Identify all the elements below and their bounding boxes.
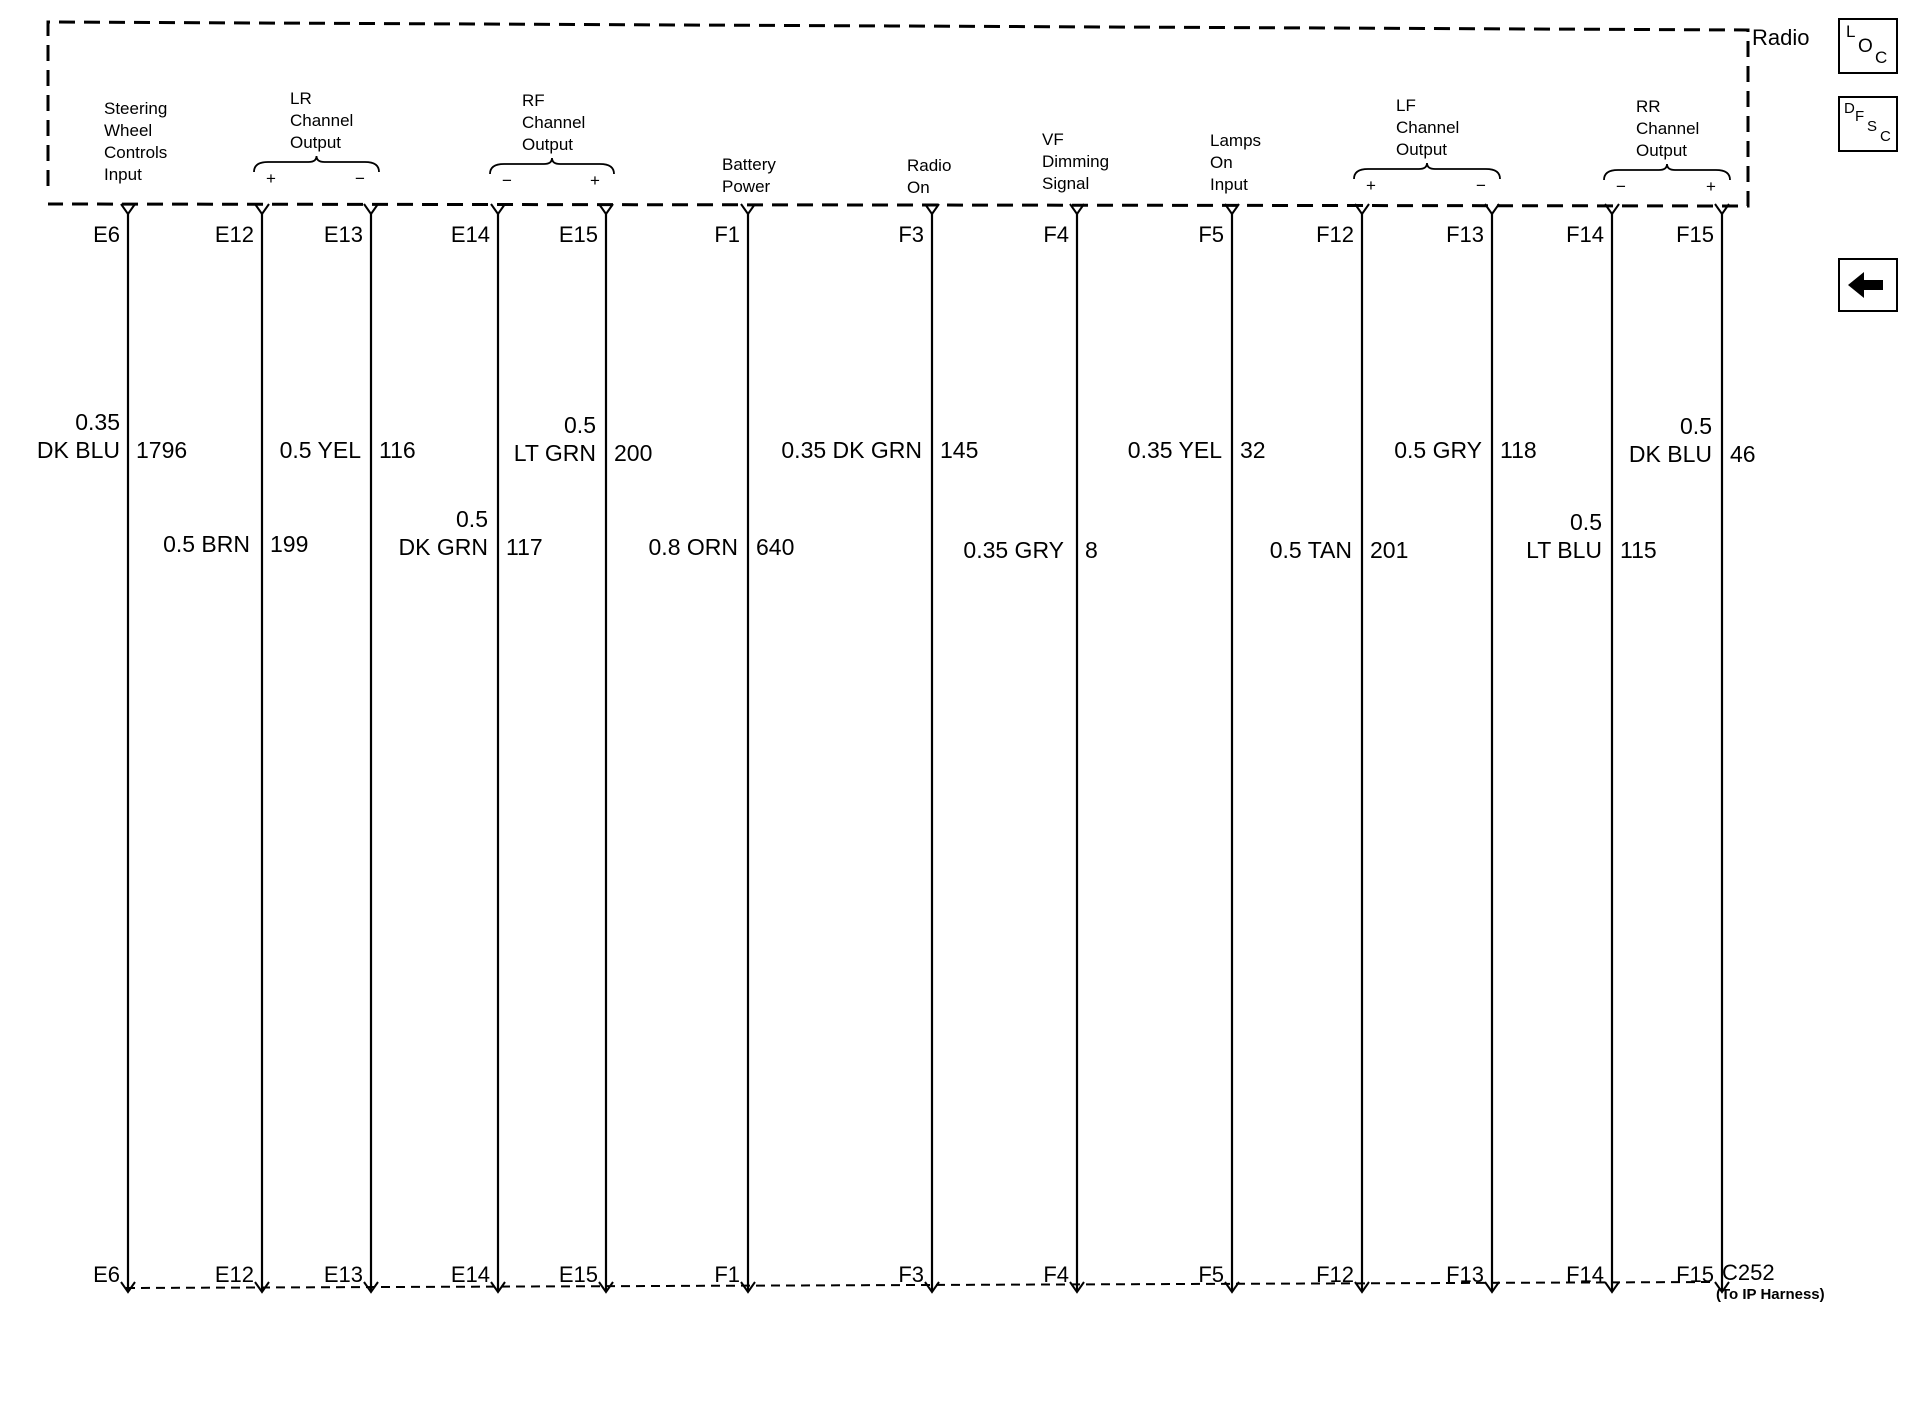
- function-label: Lamps: [1210, 131, 1262, 150]
- dfsc-d: D: [1844, 100, 1855, 117]
- wire-color-label: 0.5 GRY: [1394, 437, 1482, 463]
- wire-color-label: 0.35 GRY: [963, 537, 1064, 563]
- polarity-sign: −: [1476, 176, 1486, 195]
- pin-label-top: F4: [1043, 222, 1069, 247]
- pin-label-top: F3: [898, 222, 924, 247]
- pin-label-bottom: F3: [898, 1262, 924, 1287]
- pin-label-top: F13: [1446, 222, 1484, 247]
- circuit-number: 116: [379, 437, 416, 463]
- circuit-number: 199: [270, 531, 309, 557]
- pin-label-bottom: F4: [1043, 1262, 1069, 1287]
- function-label: Input: [104, 165, 142, 184]
- pin-label-bottom: E12: [214, 1262, 254, 1287]
- left-arrow-icon: [1840, 260, 1896, 310]
- connector-name: C252: [1722, 1260, 1775, 1285]
- wire-color-label: 0.35 YEL: [1127, 437, 1222, 463]
- pin-label-top: F14: [1566, 222, 1604, 247]
- function-label: LF: [1396, 96, 1416, 115]
- pin-label-top: F5: [1198, 222, 1224, 247]
- function-label: Signal: [1042, 174, 1090, 193]
- function-label: Output: [522, 135, 574, 154]
- function-label: Controls: [104, 143, 168, 162]
- function-label: VF: [1042, 130, 1064, 149]
- circuit-number: 201: [1370, 537, 1409, 563]
- pin-label-top: F15: [1676, 222, 1714, 247]
- pin-label-top: E6: [93, 222, 120, 247]
- polarity-sign: +: [266, 169, 276, 188]
- function-label: RR: [1636, 97, 1661, 116]
- function-label: LR: [290, 89, 312, 108]
- function-label: RF: [522, 91, 545, 110]
- terminal-top-E13: [364, 204, 378, 214]
- function-groups: [104, 89, 1730, 197]
- wire-color-label: 0.5: [1570, 509, 1602, 535]
- pin-label-bottom: F12: [1316, 1262, 1354, 1287]
- wire-color-label: 0.5: [1680, 413, 1712, 439]
- function-label: Radio: [907, 156, 952, 175]
- wire-color-label: DK BLU: [36, 437, 120, 463]
- polarity-sign: −: [502, 171, 512, 190]
- dfsc-s: S: [1867, 118, 1878, 135]
- wire-color-label: 0.5: [564, 412, 596, 438]
- terminal-top-F13: [1485, 204, 1499, 214]
- function-label: Power: [722, 177, 771, 196]
- function-label: Steering: [104, 99, 168, 118]
- polarity-sign: +: [1366, 176, 1376, 195]
- circuit-number: 32: [1240, 437, 1266, 463]
- pin-label-bottom: F1: [714, 1262, 740, 1287]
- pin-label-bottom: F13: [1446, 1262, 1484, 1287]
- function-label: Output: [290, 133, 342, 152]
- pin-label-bottom: E14: [450, 1262, 490, 1287]
- circuit-number: 117: [506, 534, 543, 560]
- function-label: Channel: [522, 113, 586, 132]
- polarity-sign: +: [1706, 177, 1716, 196]
- circuit-number: 118: [1500, 437, 1537, 463]
- pin-label-top: E14: [450, 222, 490, 247]
- function-label: Channel: [1636, 119, 1700, 138]
- loc-c: C: [1875, 48, 1888, 67]
- circuit-number: 8: [1085, 537, 1098, 563]
- circuit-number: 200: [614, 440, 653, 466]
- wire-color-label: LT BLU: [1526, 537, 1602, 563]
- polarity-sign: −: [355, 169, 365, 188]
- function-label: On: [907, 178, 930, 197]
- circuit-number: 46: [1730, 441, 1756, 467]
- wire-circuits: [37, 204, 1756, 1292]
- pin-label-bottom: E6: [93, 1262, 120, 1287]
- pin-label-top: F12: [1316, 222, 1354, 247]
- terminal-top-F15: [1715, 204, 1729, 214]
- diagnostic-system-check-button[interactable]: [1838, 96, 1898, 152]
- pin-label-top: E13: [323, 222, 363, 247]
- function-label: On: [1210, 153, 1233, 172]
- wire-color-label: 0.5 TAN: [1269, 537, 1352, 563]
- function-label: Channel: [1396, 118, 1460, 137]
- pin-label-top: E12: [214, 222, 254, 247]
- wire-color-label: 0.5: [456, 506, 488, 532]
- dfsc-c: C: [1880, 128, 1891, 145]
- pin-label-bottom: E13: [323, 1262, 363, 1287]
- connector-note: (To IP Harness): [1716, 1286, 1825, 1303]
- back-button[interactable]: [1838, 258, 1898, 312]
- wire-color-label: 0.5 BRN: [163, 531, 250, 557]
- pin-label-top: E15: [558, 222, 598, 247]
- wire-color-label: 0.35: [75, 409, 120, 435]
- function-label: Battery: [722, 155, 776, 174]
- dfsc-f: F: [1855, 108, 1865, 125]
- circuit-number: 640: [756, 534, 795, 560]
- function-label: Input: [1210, 175, 1248, 194]
- circuit-number: 115: [1620, 537, 1657, 563]
- wire-color-label: DK BLU: [1628, 441, 1712, 467]
- circuit-number: 1796: [136, 437, 188, 463]
- pin-label-bottom: F5: [1198, 1262, 1224, 1287]
- function-label: Output: [1396, 140, 1448, 159]
- function-label: Channel: [290, 111, 354, 130]
- wire-color-label: 0.8 ORN: [648, 534, 738, 560]
- wire-color-label: 0.5 YEL: [279, 437, 361, 463]
- loc-o: O: [1858, 36, 1873, 57]
- pin-label-bottom: E15: [558, 1262, 598, 1287]
- function-label: Output: [1636, 141, 1688, 160]
- component-title: Radio: [1752, 25, 1810, 50]
- pin-label-bottom: F14: [1566, 1262, 1604, 1287]
- loc-l: L: [1846, 22, 1856, 41]
- circuit-number: 145: [940, 437, 979, 463]
- component-location-button[interactable]: [1838, 18, 1898, 74]
- function-label: Dimming: [1042, 152, 1110, 171]
- pin-label-bottom: F15: [1676, 1262, 1714, 1287]
- wire-color-label: LT GRN: [513, 440, 596, 466]
- polarity-sign: +: [590, 171, 600, 190]
- polarity-sign: −: [1616, 177, 1626, 196]
- wire-color-label: DK GRN: [398, 534, 488, 560]
- pin-label-top: F1: [714, 222, 740, 247]
- wire-color-label: 0.35 DK GRN: [781, 437, 922, 463]
- function-label: Wheel: [104, 121, 153, 140]
